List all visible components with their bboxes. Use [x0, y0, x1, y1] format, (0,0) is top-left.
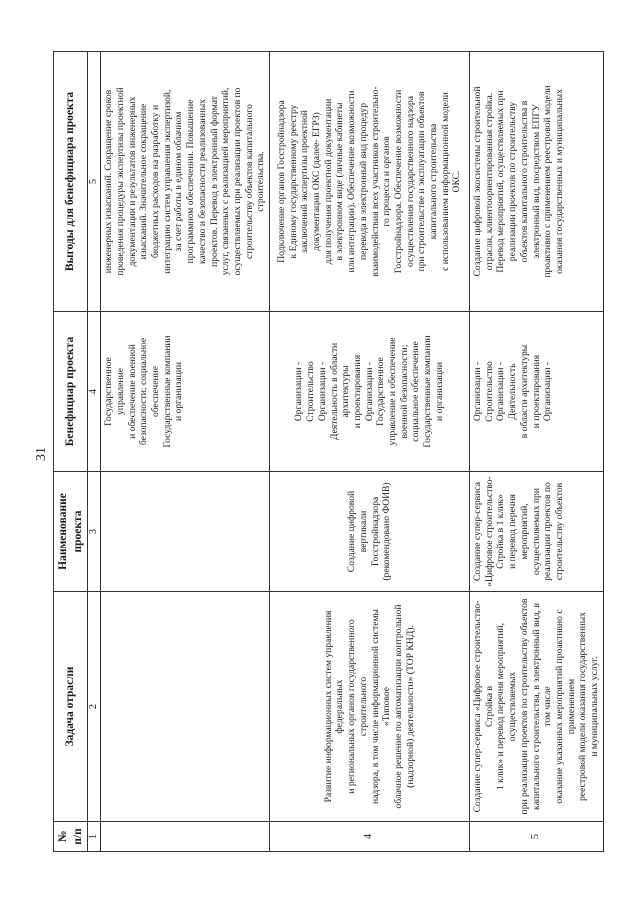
page-number: 31	[34, 447, 49, 461]
header-benefits: Выгоды для бенефициара проекта	[54, 52, 88, 312]
row5-beneficiary: Организации - Строительство Организации - Деятельность в области архитектуры и проектирования Организации -	[470, 312, 604, 472]
table-row-4	[270, 52, 470, 852]
header-num: № п/п	[54, 822, 88, 852]
header-project: Наименование проекта	[54, 472, 88, 592]
row4-project: Создание цифровой вертикали Госстройнадзора (рекомендовано ФОИВ)	[270, 472, 470, 592]
rotated-table-wrapper	[53, 52, 601, 852]
index-cell: 3	[88, 472, 101, 592]
header-task: Задача отрасли	[54, 592, 88, 822]
table-row-continuation	[101, 52, 270, 852]
row5-benefits: Создание цифровой экосистемы строительной отрасли, клиентоориентированная стройка. Перевод мероприятий, осуществляемых при реализации проектов по строительству объектов капитального строительства в электронный вид, посредством ЕПГУ проактивно с применением реестровой модели оказания государственных и муниципальных	[470, 52, 604, 312]
cont-beneficiary-cell: Государственное управление и обеспечение военной безопасности; социальное обеспечение Государственные компании и организации	[101, 312, 270, 472]
cont-benefits-cell: инженерных изысканий. Сокращение сроков проведения процедуры экспертизы проектной документации и результатов инженерных изысканий. Значительное сокращение бюджетных расходов на разработку и интеграцию систем управления экспертизой, за счет работы в едином облачном программном обеспечении. Повышение качество и безопасности реализованных проектов. Перевод в электронный формат услуг, связанных с реализацией мероприятий, осуществляемых при реализации проектов по строительству объектов капитального строительства.	[101, 52, 270, 312]
table-row-5	[470, 52, 604, 852]
index-cell: 5	[88, 52, 101, 312]
index-cell: 2	[88, 592, 101, 822]
row4-beneficiary: Организации - Строительство Организации - Деятельность в области архитектуры и проектирования Организации - Государственное управление и обеспечение военной безопасности; социальное обеспечение Государственные компании и организации	[270, 312, 470, 472]
row4-benefits: Подключение органов Госстройнадзора к Единому государственному реестру заключений экспертизы проектной документации ОКС (далее- ЕГРЗ) для получения проектной документации в электронном виде (личные кабинеты или интеграции). Обеспечение возможности перевода в электронный вид процедур взаимодействия всех участников строительно- го процесса и органов Госстройнадзора. Обеспечение возможности осуществления государственного надзора при строительстве и эксплуатации объектов капитального строительства с использованием информационной модели ОКС.	[270, 52, 470, 312]
row5-num: 5	[470, 822, 604, 852]
row4-task: Развитие информационных систем управления федеральных и региональных органов государственного строительного надзора, в том числе информационной системы «Типовое облачное решение по автоматизации контрольной (надзорной) деятельности» (ТОР КНД).	[270, 592, 470, 822]
table-header-row	[54, 52, 88, 852]
column-index-row	[88, 52, 101, 852]
cont-num-cell	[101, 822, 270, 852]
row4-num: 4	[270, 822, 470, 852]
row5-project: Создание супер-сервиса «Цифровое строительство- Стройка в 1 клик» и перевод перечня мероприятий, осуществляемых при реализации проектов по строительству объектов	[470, 472, 604, 592]
header-beneficiary: Бенефициар проекта	[54, 312, 88, 472]
index-cell: 4	[88, 312, 101, 472]
industry-tasks-table	[53, 51, 604, 852]
index-cell: 1	[88, 822, 101, 852]
cont-task-cell	[101, 592, 270, 822]
row5-task: Создание супер-сервиса «Цифровое строительство-Стройка в 1 клик» и перевод перечня мероприятий, осуществляемых при реализации проектов по строительству объектов капитального строительства, в электронный вид, в том числе оказание указанных мероприятий проактивно с применением реестровой модели оказания государственных и муниципальных услуг.	[470, 592, 604, 822]
cont-project-cell	[101, 472, 270, 592]
